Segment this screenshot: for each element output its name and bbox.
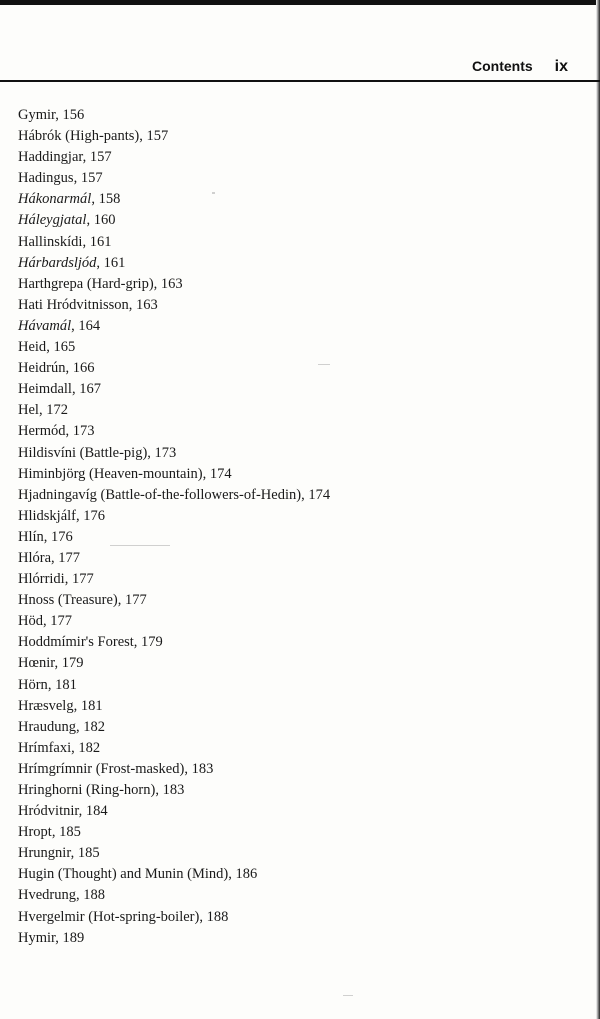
entry-page-ref: , 179 xyxy=(54,655,84,672)
page-right-edge xyxy=(596,0,600,1019)
entry-page-ref: , 189 xyxy=(55,929,85,946)
entry-page-ref: , 188 xyxy=(199,908,229,925)
entry-name: Hraudung xyxy=(18,718,76,735)
contents-entry xyxy=(18,801,330,822)
entry-name: Höd xyxy=(18,613,43,630)
entry-name: Himinbjörg (Heaven-mountain) xyxy=(18,465,203,482)
entry-page-ref: , 185 xyxy=(70,845,100,862)
entry-name: Hrímfaxi xyxy=(18,739,72,756)
entry-name: Gymir xyxy=(18,107,56,123)
entry-name: Hlóra xyxy=(18,549,52,566)
entry-page-ref: , 172 xyxy=(38,402,68,419)
page-number: ix xyxy=(554,58,568,75)
entry-page-ref: , 182 xyxy=(71,739,101,756)
contents-entry xyxy=(18,885,330,906)
running-head xyxy=(472,58,568,76)
contents-entry xyxy=(18,864,330,885)
paper-speck xyxy=(343,995,353,996)
paper-speck xyxy=(318,364,330,365)
entry-name: Hœnir xyxy=(18,655,55,672)
contents-entry xyxy=(18,400,330,421)
entry-page-ref: , 177 xyxy=(64,571,94,588)
entry-page-ref: , 164 xyxy=(71,317,101,334)
contents-entry xyxy=(18,379,330,400)
contents-entry xyxy=(18,780,330,801)
contents-entry xyxy=(18,506,330,527)
entry-name: Hermód xyxy=(18,423,66,440)
entry-name: Hrímgrímnir (Frost-masked) xyxy=(18,760,185,777)
entry-name: Hákonarmál xyxy=(18,191,92,208)
contents-entry xyxy=(18,168,330,189)
contents-entry xyxy=(18,253,330,274)
contents-list xyxy=(18,105,330,949)
entry-name: Hávamál xyxy=(18,317,72,334)
entry-page-ref: , 176 xyxy=(43,528,73,545)
entry-page-ref: , 177 xyxy=(117,592,147,609)
page-top-edge xyxy=(0,0,600,5)
contents-entry xyxy=(18,527,330,548)
entry-page-ref: , 157 xyxy=(73,170,103,187)
entry-name: Haddingjar xyxy=(18,149,83,166)
entry-name: Hábrók (High-pants) xyxy=(18,128,140,145)
section-title: Contents xyxy=(471,58,533,74)
entry-page-ref: , 161 xyxy=(82,233,112,250)
entry-name: Hrungnir xyxy=(18,845,71,862)
contents-entry xyxy=(18,759,330,780)
entry-page-ref: , 158 xyxy=(91,191,121,208)
entry-page-ref: , 163 xyxy=(153,275,183,292)
entry-page-ref: , 182 xyxy=(76,718,105,735)
contents-entry xyxy=(18,738,330,759)
paper-speck xyxy=(212,192,215,194)
contents-entry xyxy=(18,548,330,569)
entry-name: Hoddmímir's Forest xyxy=(18,634,134,651)
entry-page-ref: , 157 xyxy=(139,128,169,145)
entry-page-ref: , 173 xyxy=(147,444,177,461)
entry-page-ref: , 163 xyxy=(128,296,158,313)
contents-entry xyxy=(18,126,330,147)
contents-entry xyxy=(18,147,330,168)
entry-name: Hnoss (Treasure) xyxy=(18,592,118,609)
entry-name: Hati Hródvitnisson xyxy=(18,296,129,313)
contents-entry xyxy=(18,337,330,358)
entry-page-ref: , 157 xyxy=(82,149,112,166)
entry-name: Heimdall xyxy=(18,381,72,398)
entry-page-ref: , 177 xyxy=(51,549,81,566)
contents-entry xyxy=(18,696,330,717)
entry-page-ref: , 186 xyxy=(228,866,258,883)
contents-entry xyxy=(18,443,330,464)
entry-page-ref: , 184 xyxy=(78,803,108,820)
paper-speck xyxy=(110,545,170,546)
entry-name: Hymir xyxy=(18,929,56,946)
entry-page-ref: , 179 xyxy=(133,634,163,651)
contents-entry xyxy=(18,232,330,253)
entry-page-ref: , 183 xyxy=(155,782,185,798)
entry-name: Hródvitnir xyxy=(18,803,79,820)
entry-page-ref: , 174 xyxy=(202,465,232,482)
entry-name: Hlidskjálf xyxy=(18,507,76,524)
contents-entry xyxy=(18,675,330,696)
entry-page-ref: , 156 xyxy=(55,107,85,123)
contents-entry xyxy=(18,928,330,949)
entry-page-ref: , 160 xyxy=(86,212,116,229)
contents-entry xyxy=(18,569,330,590)
entry-name: Hvergelmir (Hot-spring-boiler) xyxy=(18,908,200,925)
entry-name: Hræsvelg xyxy=(18,697,74,714)
entry-page-ref: , 183 xyxy=(184,760,214,777)
contents-entry xyxy=(18,274,330,295)
entry-page-ref: , 185 xyxy=(51,824,81,841)
contents-entry xyxy=(18,210,330,231)
contents-entry xyxy=(18,907,330,928)
entry-name: Hildisvíni (Battle-pig) xyxy=(18,444,148,461)
entry-name: Hlín xyxy=(18,528,44,545)
entry-name: Hlórridi xyxy=(18,571,65,588)
entry-page-ref: , 173 xyxy=(65,423,95,440)
entry-page-ref: , 161 xyxy=(96,254,126,271)
entry-page-ref: , 165 xyxy=(46,339,76,356)
header-rule xyxy=(0,80,600,82)
contents-entry xyxy=(18,653,330,674)
contents-entry xyxy=(18,485,330,506)
entry-name: Hadingus xyxy=(18,170,74,187)
contents-entry xyxy=(18,632,330,653)
contents-entry xyxy=(18,717,330,738)
contents-entry xyxy=(18,105,330,126)
entry-name: Hropt xyxy=(18,824,52,841)
contents-entry xyxy=(18,611,330,632)
contents-entry xyxy=(18,822,330,843)
entry-name: Hallinskídi xyxy=(18,233,83,250)
entry-page-ref: , 177 xyxy=(42,613,72,630)
entry-page-ref: , 188 xyxy=(76,887,105,904)
entry-name: Hörn xyxy=(18,676,48,693)
entry-page-ref: , 166 xyxy=(65,360,95,377)
entry-name: Hárbardsljód xyxy=(18,254,97,271)
entry-name: Háleygjatal xyxy=(18,212,87,229)
contents-entry xyxy=(18,316,330,337)
entry-page-ref: , 167 xyxy=(71,381,101,398)
entry-name: Heid xyxy=(18,339,47,356)
entry-name: Harthgrepa (Hard-grip) xyxy=(18,275,154,292)
entry-name: Hel xyxy=(18,402,39,419)
entry-page-ref: , 181 xyxy=(47,676,77,693)
entry-name: Hjadningavíg (Battle-of-the-followers-of-Hedin) xyxy=(18,486,302,503)
entry-page-ref: , 181 xyxy=(73,697,103,714)
contents-entry xyxy=(18,464,330,485)
entry-name: Heidrún xyxy=(18,360,66,377)
entry-page-ref: , 176 xyxy=(76,507,105,524)
contents-entry xyxy=(18,843,330,864)
entry-name: Hringhorni (Ring-horn) xyxy=(18,782,156,798)
contents-entry xyxy=(18,295,330,316)
contents-entry xyxy=(18,358,330,379)
entry-name: Hugin (Thought) and Munin (Mind) xyxy=(18,866,229,883)
entry-page-ref: , 174 xyxy=(301,486,331,503)
contents-entry xyxy=(18,189,330,210)
entry-name: Hvedrung xyxy=(18,887,76,904)
contents-entry xyxy=(18,590,330,611)
contents-entry xyxy=(18,421,330,442)
